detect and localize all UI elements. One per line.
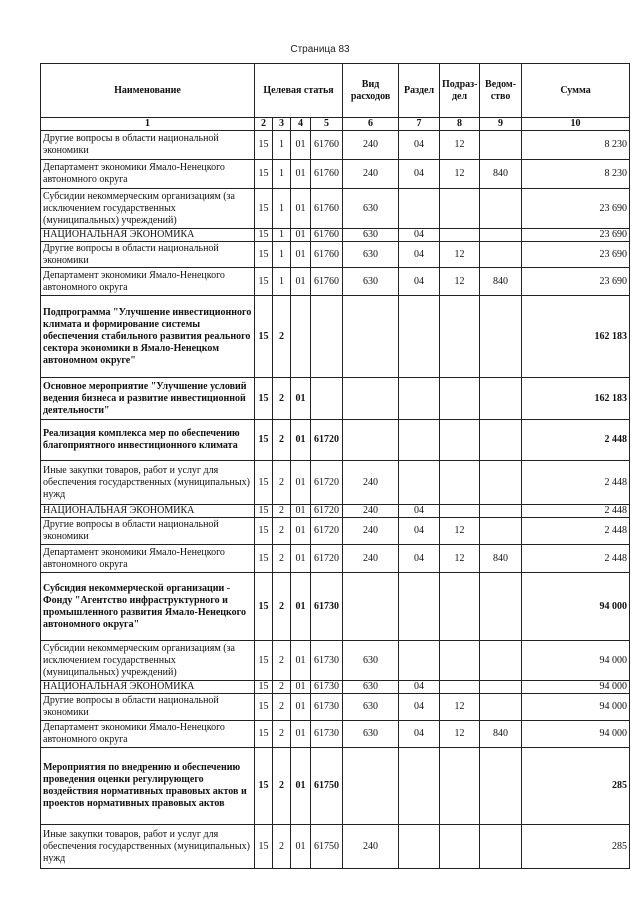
row-sum: 2 448 [522, 420, 630, 461]
table-row [41, 505, 630, 518]
row-expense-type: 630 [343, 189, 399, 229]
table-row [41, 229, 630, 242]
row-expense-type: 240 [343, 461, 399, 505]
row-department [480, 748, 522, 825]
row-code-1: 15 [255, 420, 273, 461]
row-subsection [440, 420, 480, 461]
row-name: Департамент экономики Ямало-Ненецкого автономного округа [41, 721, 255, 748]
column-index: 4 [291, 118, 311, 131]
row-code-1: 15 [255, 641, 273, 681]
row-section [399, 420, 440, 461]
row-code-2: 2 [273, 721, 291, 748]
row-subsection: 12 [440, 268, 480, 296]
row-code-1: 15 [255, 189, 273, 229]
row-expense-type [343, 573, 399, 641]
header-section: Раздел [399, 64, 440, 118]
row-code-1: 15 [255, 268, 273, 296]
row-code-1: 15 [255, 131, 273, 160]
header-subsection: Подраз-дел [440, 64, 480, 118]
row-section: 04 [399, 694, 440, 721]
row-code-4: 61750 [311, 825, 343, 869]
row-code-4: 61720 [311, 518, 343, 545]
row-sum: 23 690 [522, 189, 630, 229]
header-department: Ведом-ство [480, 64, 522, 118]
row-department [480, 242, 522, 268]
row-subsection: 12 [440, 242, 480, 268]
row-sum: 285 [522, 748, 630, 825]
row-section [399, 748, 440, 825]
row-sum: 94 000 [522, 694, 630, 721]
row-subsection: 12 [440, 721, 480, 748]
row-sum: 2 448 [522, 461, 630, 505]
table-row [41, 518, 630, 545]
table-row [41, 573, 630, 641]
row-sum: 2 448 [522, 505, 630, 518]
table-row [41, 681, 630, 694]
page-number: Страница 83 [290, 44, 350, 55]
row-code-3: 01 [291, 748, 311, 825]
row-department: 840 [480, 721, 522, 748]
row-section: 04 [399, 721, 440, 748]
header-sum: Сумма [522, 64, 630, 118]
row-name: Другие вопросы в области национальной экономики [41, 518, 255, 545]
row-code-1: 15 [255, 505, 273, 518]
row-expense-type: 630 [343, 681, 399, 694]
row-code-4: 61720 [311, 505, 343, 518]
row-code-2: 2 [273, 296, 291, 378]
row-name: Департамент экономики Ямало-Ненецкого автономного округа [41, 545, 255, 573]
row-code-1: 15 [255, 694, 273, 721]
row-code-3: 01 [291, 573, 311, 641]
row-expense-type [343, 748, 399, 825]
row-subsection [440, 229, 480, 242]
row-subsection [440, 296, 480, 378]
row-code-3: 01 [291, 242, 311, 268]
row-code-3: 01 [291, 681, 311, 694]
row-section: 04 [399, 242, 440, 268]
row-code-1: 15 [255, 681, 273, 694]
row-name: Мероприятия по внедрению и обеспечению проведения оценки регулирующего воздействия нормативных правовых актов и проектов нормативных правовых актов [41, 748, 255, 825]
row-subsection [440, 681, 480, 694]
row-name: Другие вопросы в области национальной экономики [41, 242, 255, 268]
row-name: Другие вопросы в области национальной экономики [41, 694, 255, 721]
row-department: 840 [480, 545, 522, 573]
row-code-1: 15 [255, 296, 273, 378]
table-row [41, 296, 630, 378]
row-code-3: 01 [291, 721, 311, 748]
row-sum: 94 000 [522, 681, 630, 694]
budget-table [40, 63, 630, 869]
row-name: Другие вопросы в области национальной экономики [41, 131, 255, 160]
row-code-1: 15 [255, 378, 273, 420]
row-name: Субсидия некоммерческой организации - Фонду "Агентство инфраструктурного и промышленного развития Ямало-Ненецкого автономного округа" [41, 573, 255, 641]
row-department [480, 641, 522, 681]
row-sum: 285 [522, 825, 630, 869]
row-expense-type [343, 378, 399, 420]
row-department [480, 461, 522, 505]
row-code-4: 61760 [311, 229, 343, 242]
row-section: 04 [399, 505, 440, 518]
row-sum: 94 000 [522, 721, 630, 748]
row-subsection [440, 189, 480, 229]
row-name: Реализация комплекса мер по обеспечению благоприятного инвестиционного климата [41, 420, 255, 461]
row-code-4: 61730 [311, 721, 343, 748]
row-code-4: 61720 [311, 461, 343, 505]
row-code-1: 15 [255, 573, 273, 641]
row-code-2: 2 [273, 641, 291, 681]
row-code-3: 01 [291, 420, 311, 461]
header-row [41, 64, 630, 118]
row-sum: 23 690 [522, 229, 630, 242]
header-expense-type: Вид расходов [343, 64, 399, 118]
row-department [480, 573, 522, 641]
row-sum: 94 000 [522, 573, 630, 641]
row-code-3: 01 [291, 160, 311, 189]
row-code-1: 15 [255, 518, 273, 545]
row-section [399, 461, 440, 505]
row-department [480, 189, 522, 229]
table-row [41, 160, 630, 189]
row-code-2: 2 [273, 748, 291, 825]
row-section [399, 378, 440, 420]
row-subsection: 12 [440, 545, 480, 573]
row-code-1: 15 [255, 242, 273, 268]
row-code-2: 1 [273, 189, 291, 229]
row-code-1: 15 [255, 825, 273, 869]
row-code-2: 2 [273, 825, 291, 869]
row-code-1: 15 [255, 461, 273, 505]
table-row [41, 189, 630, 229]
row-code-4 [311, 378, 343, 420]
row-code-4: 61720 [311, 545, 343, 573]
row-subsection [440, 378, 480, 420]
table-row [41, 131, 630, 160]
row-code-2: 1 [273, 242, 291, 268]
row-section: 04 [399, 229, 440, 242]
row-code-2: 2 [273, 545, 291, 573]
row-code-2: 2 [273, 420, 291, 461]
row-department [480, 825, 522, 869]
row-section [399, 573, 440, 641]
row-department [480, 229, 522, 242]
row-code-3: 01 [291, 641, 311, 681]
row-code-3: 01 [291, 694, 311, 721]
column-index: 5 [311, 118, 343, 131]
row-expense-type: 240 [343, 545, 399, 573]
row-expense-type: 630 [343, 694, 399, 721]
row-code-4: 61760 [311, 268, 343, 296]
row-name: Департамент экономики Ямало-Ненецкого автономного округа [41, 160, 255, 189]
row-department [480, 518, 522, 545]
row-code-4: 61720 [311, 420, 343, 461]
row-code-4: 61760 [311, 189, 343, 229]
row-section: 04 [399, 518, 440, 545]
row-sum: 162 183 [522, 378, 630, 420]
row-department [480, 420, 522, 461]
row-code-1: 15 [255, 721, 273, 748]
row-code-2: 2 [273, 694, 291, 721]
row-sum: 94 000 [522, 641, 630, 681]
column-index: 2 [255, 118, 273, 131]
row-subsection [440, 461, 480, 505]
row-code-4: 61730 [311, 694, 343, 721]
row-subsection [440, 505, 480, 518]
row-code-4: 61750 [311, 748, 343, 825]
row-code-2: 2 [273, 573, 291, 641]
row-name: Субсидии некоммерческим организациям (за исключением государственных (муниципальных) учреждений) [41, 189, 255, 229]
row-code-2: 2 [273, 461, 291, 505]
table-row [41, 825, 630, 869]
row-sum: 8 230 [522, 131, 630, 160]
column-index: 6 [343, 118, 399, 131]
row-section: 04 [399, 545, 440, 573]
column-index: 10 [522, 118, 630, 131]
row-code-4: 61730 [311, 573, 343, 641]
table-row [41, 242, 630, 268]
row-name: Субсидии некоммерческим организациям (за исключением государственных (муниципальных) учреждений) [41, 641, 255, 681]
row-name: НАЦИОНАЛЬНАЯ ЭКОНОМИКА [41, 505, 255, 518]
column-index: 7 [399, 118, 440, 131]
row-section [399, 825, 440, 869]
row-sum: 8 230 [522, 160, 630, 189]
row-subsection: 12 [440, 518, 480, 545]
row-name: Департамент экономики Ямало-Ненецкого автономного округа [41, 268, 255, 296]
column-index-row [41, 118, 630, 131]
row-section [399, 189, 440, 229]
row-sum: 23 690 [522, 242, 630, 268]
row-department: 840 [480, 160, 522, 189]
header-target-article: Целевая статья [255, 64, 343, 118]
table-row [41, 721, 630, 748]
row-code-2: 1 [273, 268, 291, 296]
row-expense-type [343, 420, 399, 461]
row-code-1: 15 [255, 229, 273, 242]
row-department [480, 131, 522, 160]
row-code-3 [291, 296, 311, 378]
table-row [41, 641, 630, 681]
row-code-3: 01 [291, 505, 311, 518]
row-expense-type [343, 296, 399, 378]
row-section: 04 [399, 160, 440, 189]
row-subsection [440, 825, 480, 869]
row-section: 04 [399, 131, 440, 160]
row-subsection: 12 [440, 694, 480, 721]
row-expense-type: 240 [343, 131, 399, 160]
row-sum: 162 183 [522, 296, 630, 378]
row-name: Подпрограмма "Улучшение инвестиционного климата и формирование системы обеспечения стабильного развития реального сектора экономики в Ямало-Ненецком автономном округе" [41, 296, 255, 378]
row-section: 04 [399, 681, 440, 694]
row-name: НАЦИОНАЛЬНАЯ ЭКОНОМИКА [41, 681, 255, 694]
row-code-2: 1 [273, 131, 291, 160]
row-expense-type: 630 [343, 721, 399, 748]
table-row [41, 545, 630, 573]
row-code-4: 61730 [311, 681, 343, 694]
row-expense-type: 630 [343, 268, 399, 296]
row-code-3: 01 [291, 545, 311, 573]
row-name: Иные закупки товаров, работ и услуг для обеспечения государственных (муниципальных) нужд [41, 825, 255, 869]
row-name: Иные закупки товаров, работ и услуг для обеспечения государственных (муниципальных) нужд [41, 461, 255, 505]
row-code-3: 01 [291, 131, 311, 160]
row-name: НАЦИОНАЛЬНАЯ ЭКОНОМИКА [41, 229, 255, 242]
header-name: Наименование [41, 64, 255, 118]
row-department [480, 681, 522, 694]
row-expense-type: 240 [343, 505, 399, 518]
row-code-3: 01 [291, 229, 311, 242]
row-code-2: 2 [273, 681, 291, 694]
table-row [41, 694, 630, 721]
row-expense-type: 630 [343, 229, 399, 242]
table-row [41, 461, 630, 505]
row-code-2: 2 [273, 518, 291, 545]
row-expense-type: 240 [343, 825, 399, 869]
row-sum: 2 448 [522, 518, 630, 545]
table-row [41, 420, 630, 461]
row-department [480, 505, 522, 518]
row-department: 840 [480, 268, 522, 296]
row-code-1: 15 [255, 160, 273, 189]
column-index: 8 [440, 118, 480, 131]
row-section: 04 [399, 268, 440, 296]
column-index: 3 [273, 118, 291, 131]
row-code-3: 01 [291, 825, 311, 869]
column-index: 1 [41, 118, 255, 131]
row-expense-type: 630 [343, 242, 399, 268]
column-index: 9 [480, 118, 522, 131]
row-sum: 2 448 [522, 545, 630, 573]
row-code-3: 01 [291, 189, 311, 229]
row-code-2: 2 [273, 378, 291, 420]
row-code-4: 61760 [311, 160, 343, 189]
table-row [41, 748, 630, 825]
row-sum: 23 690 [522, 268, 630, 296]
row-expense-type: 240 [343, 518, 399, 545]
row-code-4 [311, 296, 343, 378]
row-code-3: 01 [291, 268, 311, 296]
row-subsection: 12 [440, 131, 480, 160]
row-code-2: 1 [273, 229, 291, 242]
row-code-2: 1 [273, 160, 291, 189]
row-name: Основное мероприятие "Улучшение условий ведения бизнеса и развитие инвестиционной деятельности" [41, 378, 255, 420]
row-code-1: 15 [255, 545, 273, 573]
row-department [480, 694, 522, 721]
row-expense-type: 240 [343, 160, 399, 189]
row-code-3: 01 [291, 378, 311, 420]
row-expense-type: 630 [343, 641, 399, 681]
row-code-1: 15 [255, 748, 273, 825]
row-code-3: 01 [291, 518, 311, 545]
table-row [41, 378, 630, 420]
row-code-2: 2 [273, 505, 291, 518]
row-subsection [440, 573, 480, 641]
row-subsection [440, 748, 480, 825]
row-subsection [440, 641, 480, 681]
row-code-4: 61730 [311, 641, 343, 681]
row-code-3: 01 [291, 461, 311, 505]
row-department [480, 378, 522, 420]
row-code-4: 61760 [311, 131, 343, 160]
row-code-4: 61760 [311, 242, 343, 268]
table-row [41, 268, 630, 296]
row-section [399, 296, 440, 378]
row-section [399, 641, 440, 681]
row-department [480, 296, 522, 378]
row-subsection: 12 [440, 160, 480, 189]
